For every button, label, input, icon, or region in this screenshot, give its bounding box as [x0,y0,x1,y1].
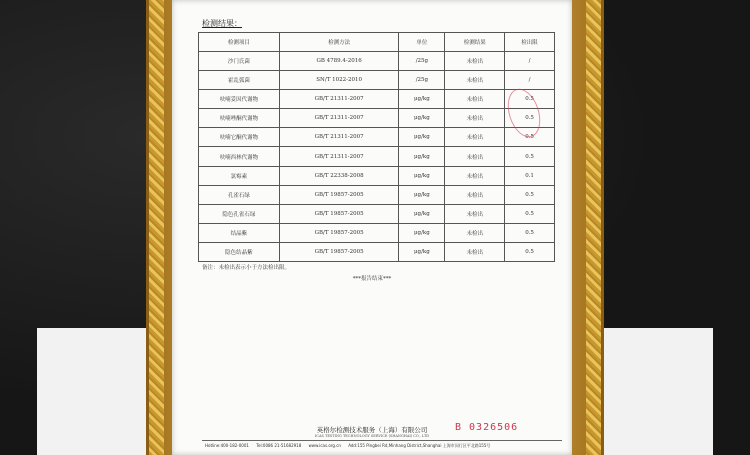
cell-result: 未检出 [445,242,505,261]
cell-method: GB/T 22338-2008 [279,166,399,185]
table-row [199,204,555,223]
cell-unit: μg/kg [399,204,445,223]
footer-web: www.icas.org.cn [308,443,341,448]
table-header-row [199,33,555,52]
cell-item: 结晶紫 [199,223,280,242]
cell-method: GB/T 19857-2005 [279,242,399,261]
footer-address: Add:155 Pingbei Rd,Minhang District,Shanghai 上海市闵行区平北路155号 [348,443,491,448]
header-unit: 单位 [399,33,445,52]
table-row [199,223,555,242]
cell-item: 呋喃西林代谢物 [199,147,280,166]
cell-limit: 0.5 [505,128,555,147]
company-name-cn: 英格尔检测技术服务（上海）有限公司 [316,426,428,434]
footer-tel: Tel:0086 21-51682918 [256,443,302,448]
cell-result: 未检出 [445,166,505,185]
table-row [199,185,555,204]
table-row [199,242,555,261]
header-limit: 检出限 [505,33,555,52]
cell-method: GB/T 21311-2007 [279,90,399,109]
cell-result: 未检出 [445,52,505,71]
cell-method: GB 4789.4-2016 [279,52,399,71]
certificate-paper [172,0,572,455]
cell-method: GB/T 21311-2007 [279,109,399,128]
cell-unit: μg/kg [399,147,445,166]
section-title: 检测结果： [202,19,242,28]
serial-number: B 0326506 [455,422,519,433]
cell-unit: μg/kg [399,242,445,261]
cell-method: SN/T 1022-2010 [279,71,399,90]
cell-result: 未检出 [445,204,505,223]
cell-method: GB/T 21311-2007 [279,128,399,147]
cell-limit: 0.5 [505,185,555,204]
cell-result: 未检出 [445,109,505,128]
cell-unit: μg/kg [399,128,445,147]
results-table [198,32,555,262]
cell-limit: / [505,52,555,71]
cell-unit: μg/kg [399,109,445,128]
cell-limit: 0.5 [505,90,555,109]
footer-contact [205,443,565,449]
cell-limit: 0.5 [505,223,555,242]
cell-method: GB/T 21311-2007 [279,147,399,166]
cell-result: 未检出 [445,90,505,109]
cell-method: GB/T 19857-2005 [279,223,399,242]
cell-item: 呋喃唑酮代谢物 [199,109,280,128]
cell-unit: /25g [399,71,445,90]
table-row [199,166,555,185]
cell-limit: / [505,71,555,90]
cell-unit: μg/kg [399,185,445,204]
cell-limit: 0.5 [505,242,555,261]
table-row [199,109,555,128]
company-name-en: ICAS TESTING TECHNOLOGY SERVICE (SHANGHAI) CO., LTD [314,434,430,438]
cell-result: 未检出 [445,128,505,147]
report-end-mark: ***报告结束*** [352,276,392,282]
cell-method: GB/T 19857-2005 [279,204,399,223]
cell-limit: 0.5 [505,147,555,166]
cell-item: 氯霉素 [199,166,280,185]
cell-limit: 0.5 [505,109,555,128]
cell-item: 隐色孔雀石绿 [199,204,280,223]
table-row [199,52,555,71]
header-item: 检测项目 [199,33,280,52]
cell-result: 未检出 [445,185,505,204]
table-row [199,71,555,90]
cell-unit: /25g [399,52,445,71]
cell-unit: μg/kg [399,166,445,185]
footer-hotline: Hotline:400-182-0001 [205,443,249,448]
cell-unit: μg/kg [399,90,445,109]
cell-limit: 0.1 [505,166,555,185]
cell-item: 呋喃它酮代谢物 [199,128,280,147]
cell-result: 未检出 [445,147,505,166]
table-row [199,90,555,109]
header-result: 检测结果 [445,33,505,52]
cell-method: GB/T 19857-2005 [279,185,399,204]
header-method: 检测方法 [279,33,399,52]
cell-unit: μg/kg [399,223,445,242]
cell-item: 霍乱弧菌 [199,71,280,90]
cell-result: 未检出 [445,71,505,90]
cell-item: 呋喃妥因代谢物 [199,90,280,109]
table-row [199,147,555,166]
cell-item: 孔雀石绿 [199,185,280,204]
footer-divider [202,440,562,441]
cell-item: 隐色结晶紫 [199,242,280,261]
table-row [199,128,555,147]
cell-limit: 0.5 [505,204,555,223]
cell-item: 沙门氏菌 [199,52,280,71]
cell-result: 未检出 [445,223,505,242]
remark-note: 备注：未检出表示小于方法检出限。 [202,265,291,271]
